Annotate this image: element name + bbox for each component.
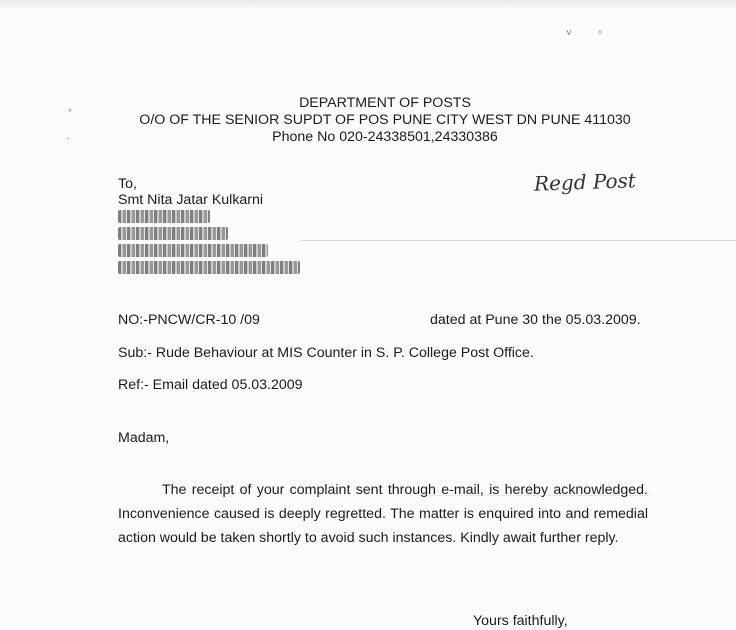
subject-line: Sub:- Rude Behaviour at MIS Counter in S. P. College Post Office.: [118, 345, 534, 361]
letterhead-phone: Phone No 020-24338501,24330386: [272, 129, 498, 145]
scan-speck: ˅: [566, 28, 572, 39]
redacted-address-line: [118, 210, 210, 223]
addressee-to: To,: [118, 176, 137, 192]
letter-date: dated at Pune 30 the 05.03.2009.: [430, 312, 641, 328]
redacted-address-line: [118, 244, 268, 257]
closing: Yours faithfully,: [473, 613, 568, 629]
addressee-name: Smt Nita Jatar Kulkarni: [118, 192, 264, 208]
body-paragraph: [118, 478, 648, 550]
reference-number: NO:-PNCW/CR-10 /09: [118, 312, 260, 328]
salutation: Madam,: [118, 430, 170, 446]
redacted-address-line: [118, 227, 228, 240]
redacted-address-line: [118, 261, 300, 274]
scan-speck: °: [68, 108, 72, 119]
reference-line: Ref:- Email dated 05.03.2009: [118, 377, 303, 393]
letterhead-title: DEPARTMENT OF POSTS: [299, 95, 471, 111]
handwritten-regd-post: Regd Post: [533, 168, 637, 196]
scan-artifact-line: [300, 240, 736, 241]
body-text: The receipt of your complaint sent through e-mail, is hereby acknowledged. Inconvenience caused is deeply regretted. The matter is enquired into and remedial action would be taken shortly to avoid such instances. Kindly await further reply.: [118, 482, 648, 546]
page-edge-shadow: [0, 0, 736, 10]
letterhead-office: O/O OF THE SENIOR SUPDT OF POS PUNE CITY WEST DN PUNE 411030: [139, 112, 631, 128]
scan-speck: °: [598, 30, 602, 41]
scan-speck: ·: [67, 133, 71, 144]
